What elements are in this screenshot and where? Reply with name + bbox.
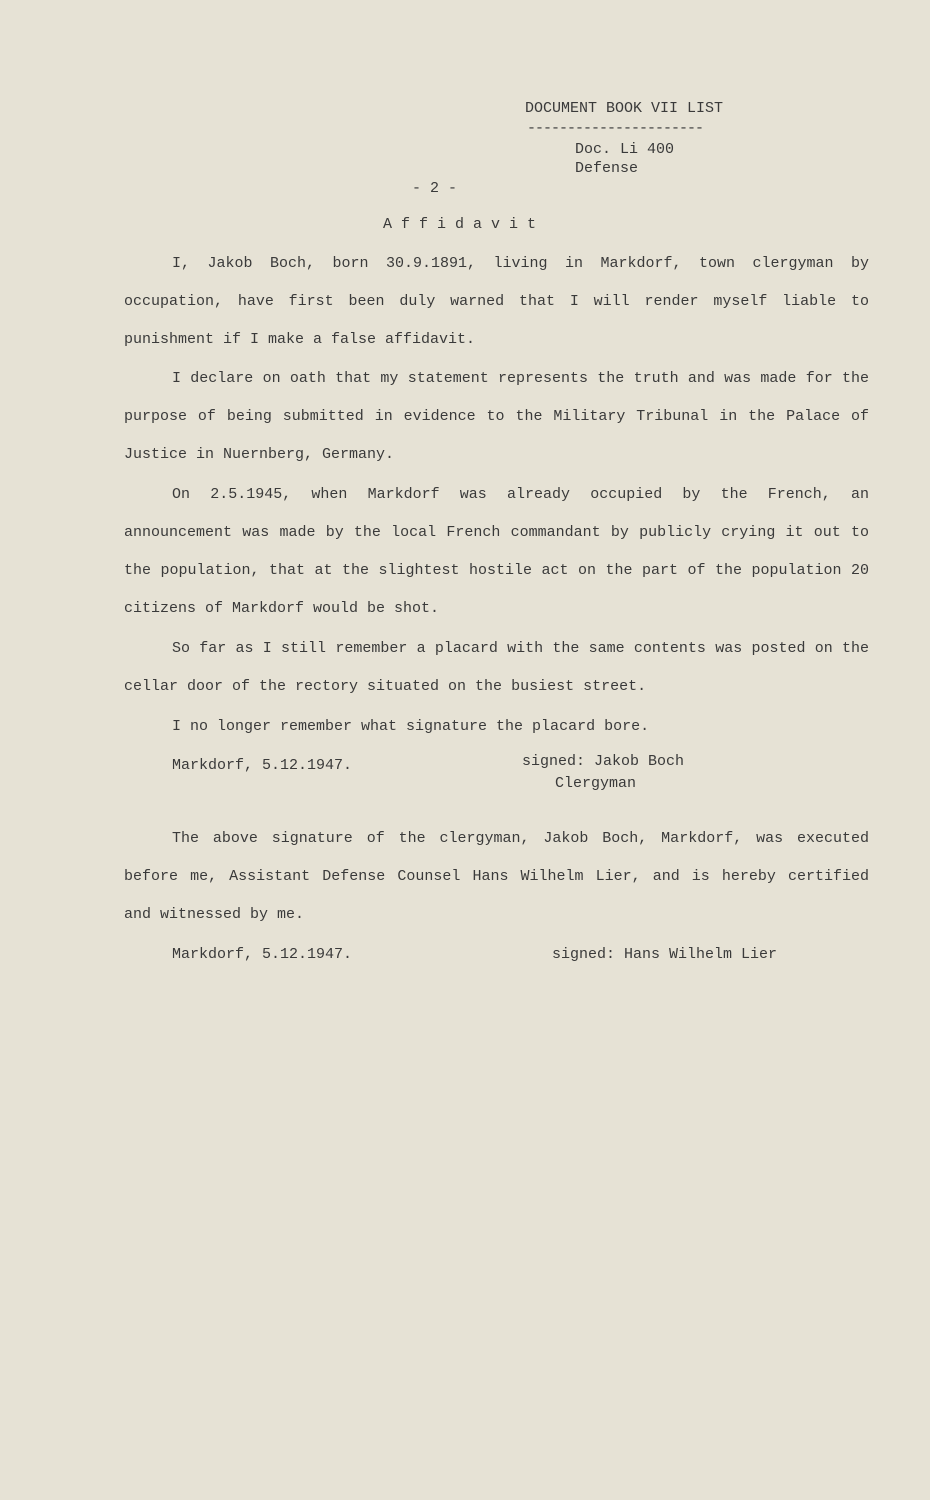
signature-1: signed: Jakob Boch (522, 753, 685, 770)
signature-2: signed: Hans Wilhelm Lier (552, 946, 778, 963)
document-book-heading: DOCUMENT BOOK VII LIST (525, 100, 724, 117)
paragraph-placard: So far as I still remember a placard with the same contents was posted on the cellar door of the rectory situated on the busiest street. (124, 640, 869, 695)
document-number: Doc. Li 400 (575, 141, 675, 158)
paragraph-announcement: On 2.5.1945, when Markdorf was already occupied by the French, an announcement was made by the local French commandant by publicly crying it out to the population, that at the slightest hostile act on the part of the population 20 citizens of Markdorf would be shot. (124, 486, 869, 617)
document-party: Defense (575, 160, 639, 177)
heading-rule: ---------------------- (527, 120, 704, 137)
document-title: A f f i d a v i t (383, 216, 537, 233)
paragraph-signature-unknown: I no longer remember what signature the placard bore. (172, 718, 650, 735)
paragraph-oath: I declare on oath that my statement represents the truth and was made for the purpose of being submitted in evidence to the Military Tribunal in the Palace of Justice in Nuernberg, Germany. (124, 370, 869, 463)
place-date-1: Markdorf, 5.12.1947. (172, 757, 353, 774)
place-date-2: Markdorf, 5.12.1947. (172, 946, 353, 963)
certification-paragraph: The above signature of the clergyman, Jakob Boch, Markdorf, was executed before me, Assistant Defense Counsel Hans Wilhelm Lier, and is hereby certified and witnessed by me. (124, 830, 869, 923)
paragraph-identity: I, Jakob Boch, born 30.9.1891, living in Markdorf, town clergyman by occupation, have first been duly warned that I will render myself liable to punishment if I make a false affidavit. (124, 255, 869, 348)
page-number: - 2 - (412, 180, 458, 197)
signer-title-1: Clergyman (555, 775, 637, 792)
